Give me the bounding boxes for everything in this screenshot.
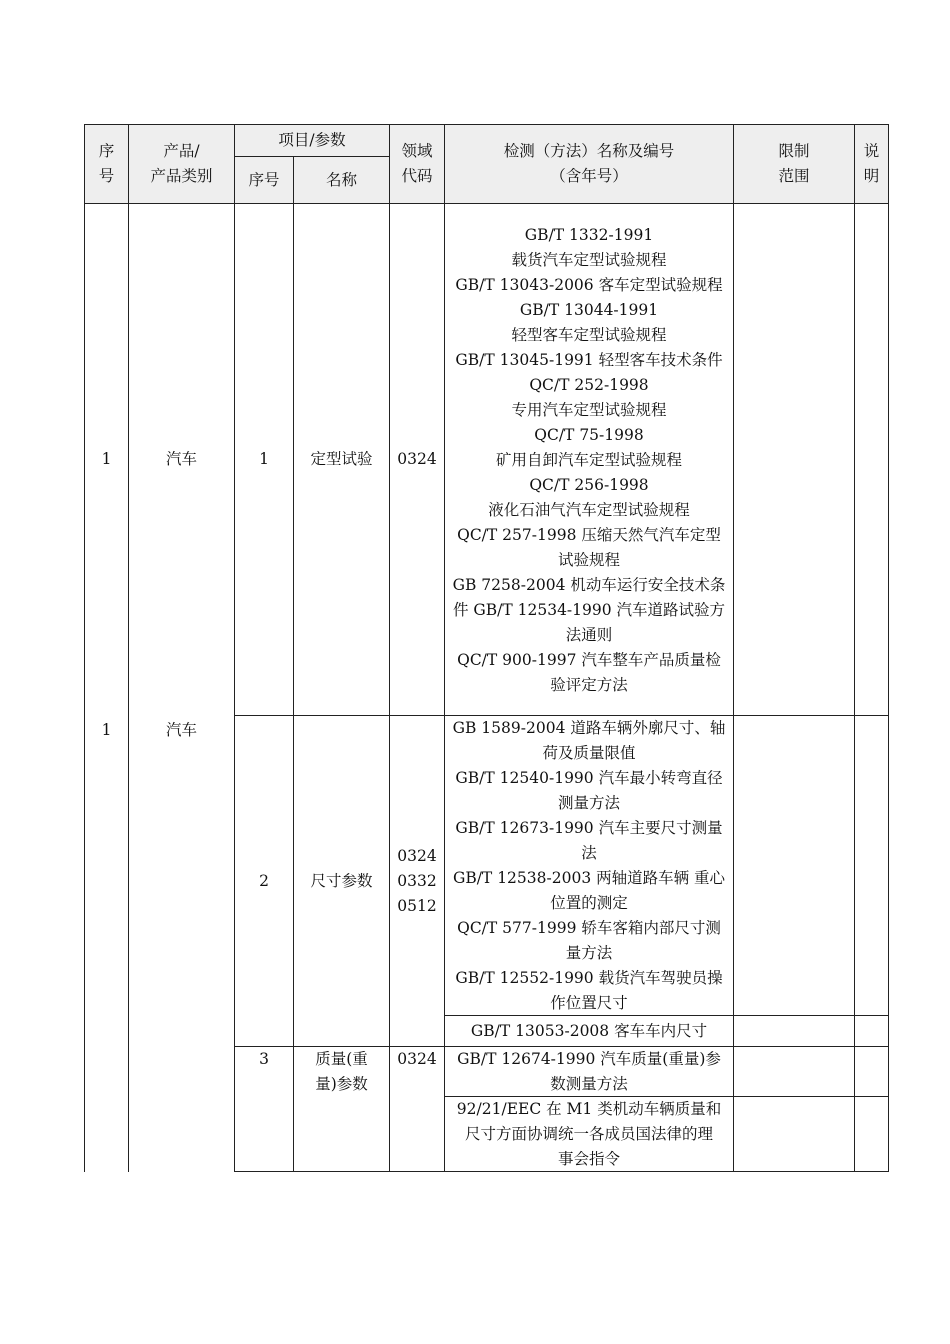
header-seq-text: 序 号 (98, 142, 115, 185)
method-line: QC/T 900-1997 汽车整车产品质量检 (457, 651, 721, 669)
method-line: 验评定方法 (550, 676, 628, 694)
row3-item-seq (235, 1047, 293, 1171)
row2-codes (390, 716, 444, 1046)
header-product-text: 产品/ 产品类别 (150, 142, 213, 185)
method-line: 作位置尺寸 (550, 994, 628, 1012)
header-limit (734, 125, 854, 203)
row3-item-seq-text: 3 (259, 1050, 269, 1068)
method-line: GB/T 12540-1990 汽车最小转弯直径 (455, 769, 723, 787)
row2-item-seq-text: 2 (259, 871, 269, 890)
method-line: 液化石油气汽车定型试验规程 (488, 501, 690, 519)
method-line: 事会指令 (557, 1150, 620, 1168)
method-line: 专用汽车定型试验规程 (511, 401, 667, 419)
method-line: GB/T 12538-2003 两轴道路车辆 重心 (452, 869, 726, 887)
row1-product-text: 汽车 (165, 450, 197, 468)
method-line: 矿用自卸汽车定型试验规程 (495, 451, 682, 469)
row2-seq-text: 1 (101, 720, 112, 739)
method-line: 位置的测定 (550, 894, 628, 912)
row2-item-name-text: 尺寸参数 (310, 871, 373, 890)
row1-code-text: 0324 (397, 450, 437, 468)
border-right (888, 124, 889, 1172)
method-line: GB/T 12674-1990 汽车质量(重量)参 (457, 1050, 721, 1068)
row2-methods-b (445, 1016, 733, 1046)
method-line: 件 GB/T 12534-1990 汽车道路试验方 (452, 601, 726, 619)
method-line: GB/T 12673-1990 汽车主要尺寸测量 (455, 819, 723, 837)
method-line: 荷及质量限值 (542, 744, 636, 762)
row1-item-name-text: 定型试验 (310, 450, 373, 468)
header-item-seq (235, 157, 293, 203)
method-line: 法通则 (565, 626, 613, 644)
method-line: GB/T 13053-2008 客车车内尺寸 (470, 1021, 708, 1040)
method-line: 试验规程 (557, 551, 620, 569)
row1-item-name (294, 204, 389, 715)
row2-product-text: 汽车 (165, 720, 197, 739)
header-field-code-text: 领域 代码 (401, 142, 433, 185)
row2-product (129, 716, 234, 744)
method-line: GB 1589-2004 道路车辆外廓尺寸、轴 (452, 719, 726, 737)
row2-seq (85, 716, 128, 744)
header-item-name (294, 157, 389, 203)
row1-methods (445, 223, 733, 703)
method-line: 量方法 (565, 944, 613, 962)
header-item-seq-text: 序号 (248, 170, 280, 189)
header-item-param-text: 项目/参数 (278, 131, 346, 149)
method-line: GB/T 12552-1990 载货汽车驾驶员操 (455, 969, 723, 987)
header-item-name-text: 名称 (325, 170, 357, 189)
row1-item-seq (235, 204, 293, 715)
method-line: 测量方法 (557, 794, 620, 812)
row1-seq-text: 1 (101, 450, 112, 468)
method-line: GB/T 13045-1991 轻型客车技术条件 (455, 351, 723, 369)
header-method (445, 125, 733, 203)
method-line: GB/T 13044-1991 (519, 301, 659, 319)
method-line: QC/T 75-1998 (534, 426, 644, 444)
header-item-param (235, 125, 389, 156)
row3-methods-a (445, 1047, 733, 1096)
row2-item-name (294, 716, 389, 1046)
row1-item-seq-text: 1 (259, 450, 269, 468)
row2-item-seq (235, 716, 293, 1046)
row1-seq (85, 204, 128, 715)
method-line: 载货汽车定型试验规程 (511, 251, 667, 269)
method-line: GB/T 1332-1991 (524, 226, 654, 244)
row3-item-name (294, 1047, 389, 1171)
row3-code (390, 1047, 444, 1171)
method-line: 92/21/EEC 在 M1 类机动车辆质量和 (456, 1100, 722, 1118)
col-divider-limit (733, 124, 734, 1172)
row2-codes-text: 0324 0332 0512 (397, 846, 437, 915)
row2-methods-a (445, 716, 733, 1015)
header-note-text: 说 明 (863, 142, 880, 185)
row3-code-text: 0324 (397, 1050, 437, 1068)
header-method-text: 检测（方法）名称及编号 （含年号） (503, 142, 675, 185)
header-field-code (390, 125, 444, 203)
method-line: 轻型客车定型试验规程 (511, 326, 667, 344)
header-product (129, 125, 234, 203)
method-line: QC/T 577-1999 轿车客箱内部尺寸测 (457, 919, 721, 937)
row1-code (390, 204, 444, 715)
row3-item-name-text: 质量(重 量)参数 (315, 1050, 368, 1093)
method-line: QC/T 252-1998 (529, 376, 649, 394)
method-line: 尺寸方面协调统一各成员国法律的理 (464, 1125, 713, 1143)
row1-product (129, 204, 234, 715)
row3-methods-b (445, 1097, 733, 1171)
method-line: QC/T 256-1998 (529, 476, 649, 494)
col-divider-note (854, 124, 855, 1172)
method-line: 数测量方法 (550, 1075, 628, 1093)
method-line: 法 (581, 844, 597, 862)
header-limit-text: 限制 范围 (778, 142, 810, 185)
method-line: QC/T 257-1998 压缩天然气汽车定型 (457, 526, 721, 544)
header-note (855, 125, 888, 203)
header-seq (85, 125, 128, 203)
method-line: GB 7258-2004 机动车运行安全技术条 (452, 576, 726, 594)
method-line: GB/T 13043-2006 客车定型试验规程 (455, 276, 723, 294)
